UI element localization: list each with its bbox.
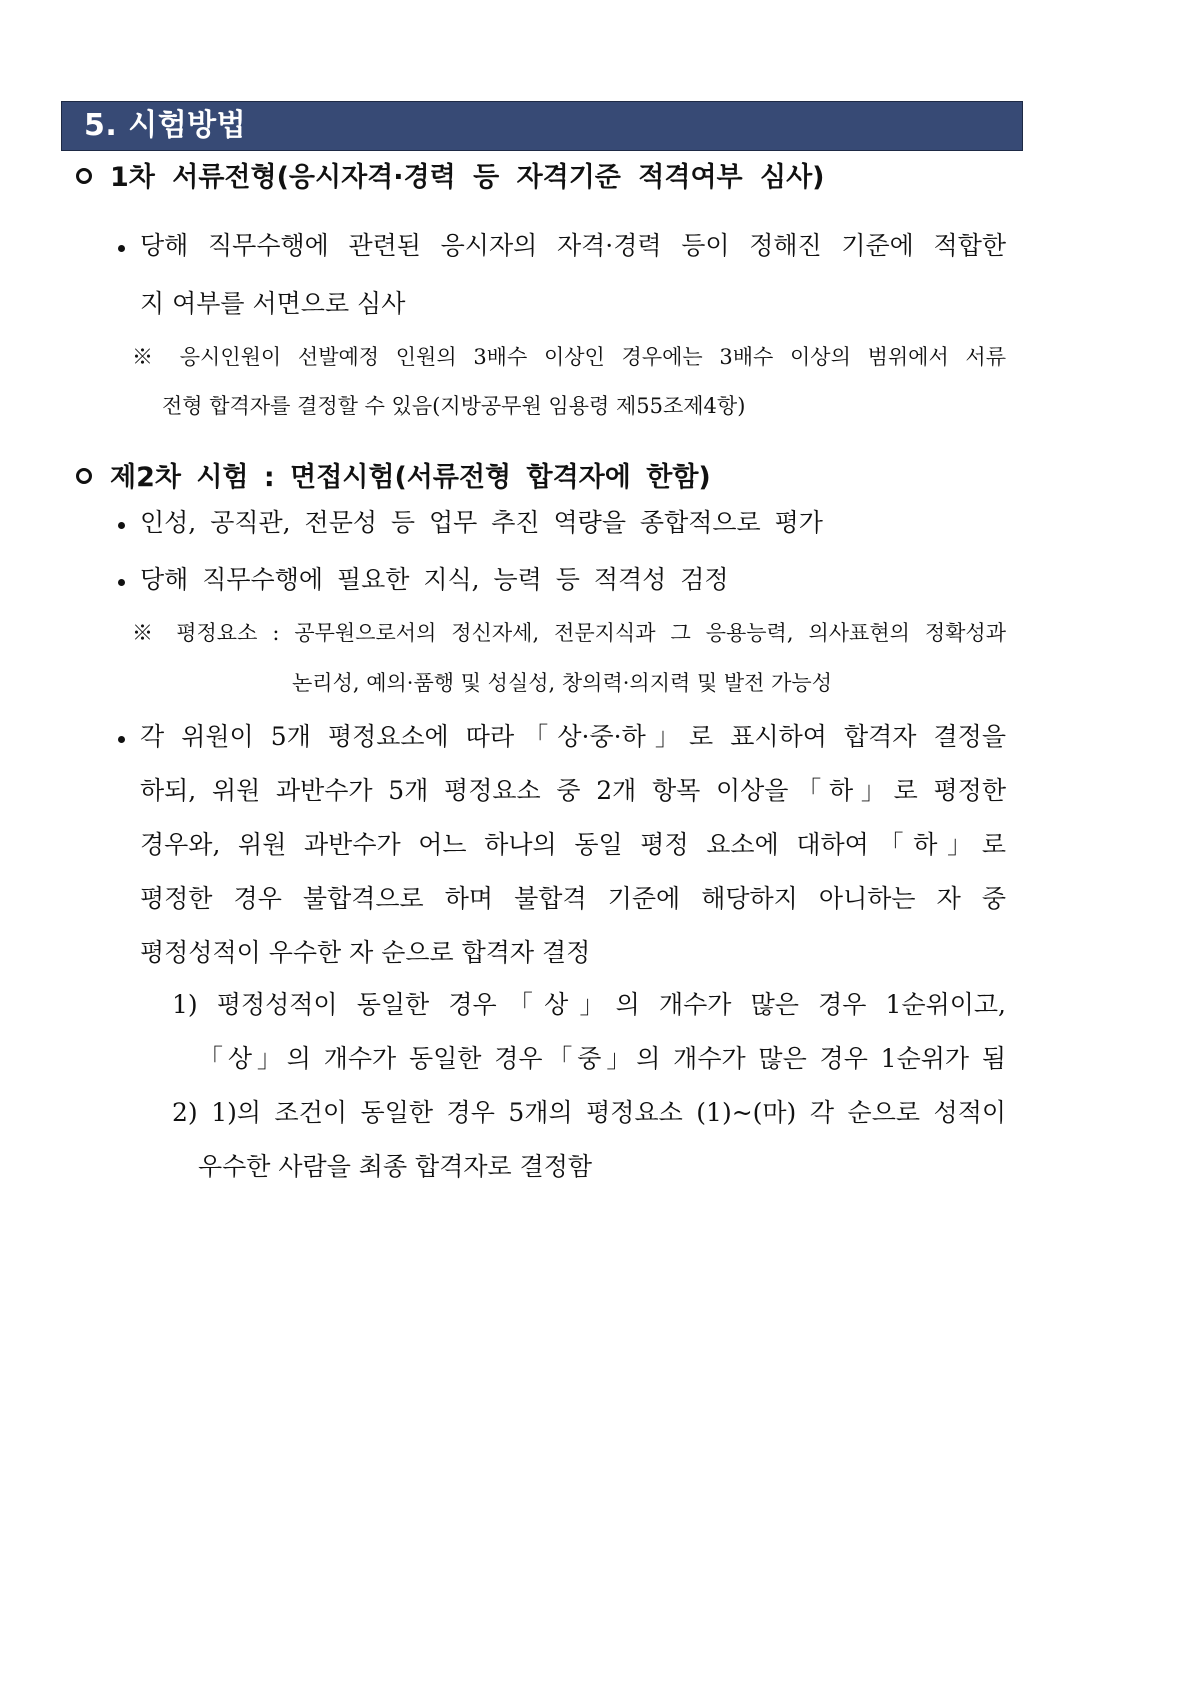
circle-bullet-icon — [76, 168, 92, 184]
circle-bullet-icon — [76, 468, 92, 484]
reference-mark-icon: ※ — [132, 621, 162, 645]
reference-mark-icon: ※ — [132, 345, 164, 369]
stage2-bullet-line: 인성, 공직관, 전문성 등 업무 추진 역량을 종합적으로 평가 — [140, 508, 823, 537]
tiebreak-rule-line: 1) 평정성적이 동일한 경우「상」의 개수가 많은 경우 1순위이고, — [172, 990, 1006, 1019]
tiebreak-rule-line: 「상」의 개수가 동일한 경우「중」의 개수가 많은 경우 1순위가 됨 — [198, 1044, 1006, 1073]
stage2-note-text: 평정요소 : 공무원으로서의 정신자세, 전문지식과 그 응용능력, 의사표현의 정확성과 — [176, 621, 1006, 645]
tiebreak-rule-line: 우수한 사람을 최종 합격자로 결정함 — [198, 1152, 593, 1181]
stage2-note-line — [132, 618, 1006, 648]
stage2-note-line: 논리성, 예의·품행 및 성실성, 창의력·의지력 및 발전 가능성 — [292, 671, 833, 695]
decision-line: 경우와, 위원 과반수가 어느 하나의 동일 평정 요소에 대하여「하」로 — [140, 830, 1006, 859]
decision-line: 평정한 경우 불합격으로 하며 불합격 기준에 해당하지 아니하는 자 중 — [140, 884, 1006, 913]
tiebreak-rule-line: 2) 1)의 조건이 동일한 경우 5개의 평정요소 (1)~(마) 각 순으로 성적이 — [172, 1098, 1006, 1127]
stage1-bullet-line: 당해 직무수행에 관련된 응시자의 자격·경력 등이 정해진 기준에 적합한 — [140, 231, 1006, 260]
bullet-dot-icon — [118, 245, 125, 252]
stage1-heading — [76, 160, 825, 196]
stage1-heading-text: 1차 서류전형(응시자격·경력 등 자격기준 적격여부 심사) — [110, 162, 825, 193]
stage1-note-text: 응시인원이 선발예정 인원의 3배수 이상인 경우에는 3배수 이상의 범위에서 서류 — [179, 345, 1007, 369]
bullet-dot-icon — [118, 522, 125, 529]
stage1-bullet-line: 지 여부를 서면으로 심사 — [140, 289, 406, 318]
stage2-bullet-line: 당해 직무수행에 필요한 지식, 능력 등 적격성 검정 — [140, 565, 729, 594]
decision-line: 하되, 위원 과반수가 5개 평정요소 중 2개 항목 이상을「하」로 평정한 — [140, 776, 1006, 805]
decision-line: 평정성적이 우수한 자 순으로 합격자 결정 — [140, 938, 591, 967]
stage2-heading-text: 제2차 시험 : 면접시험(서류전형 합격자에 한함) — [110, 462, 711, 493]
stage1-note-line — [132, 342, 1006, 372]
decision-line: 각 위원이 5개 평정요소에 따라「상·중·하」로 표시하여 합격자 결정을 — [140, 722, 1006, 751]
bullet-dot-icon — [118, 579, 125, 586]
bullet-dot-icon — [118, 736, 125, 743]
section-header-bar — [61, 101, 1023, 151]
stage2-heading — [76, 460, 711, 496]
section-title: 5. 시험방법 — [84, 108, 247, 143]
stage1-note-line: 전형 합격자를 결정할 수 있음(지방공무원 임용령 제55조제4항) — [162, 394, 746, 418]
